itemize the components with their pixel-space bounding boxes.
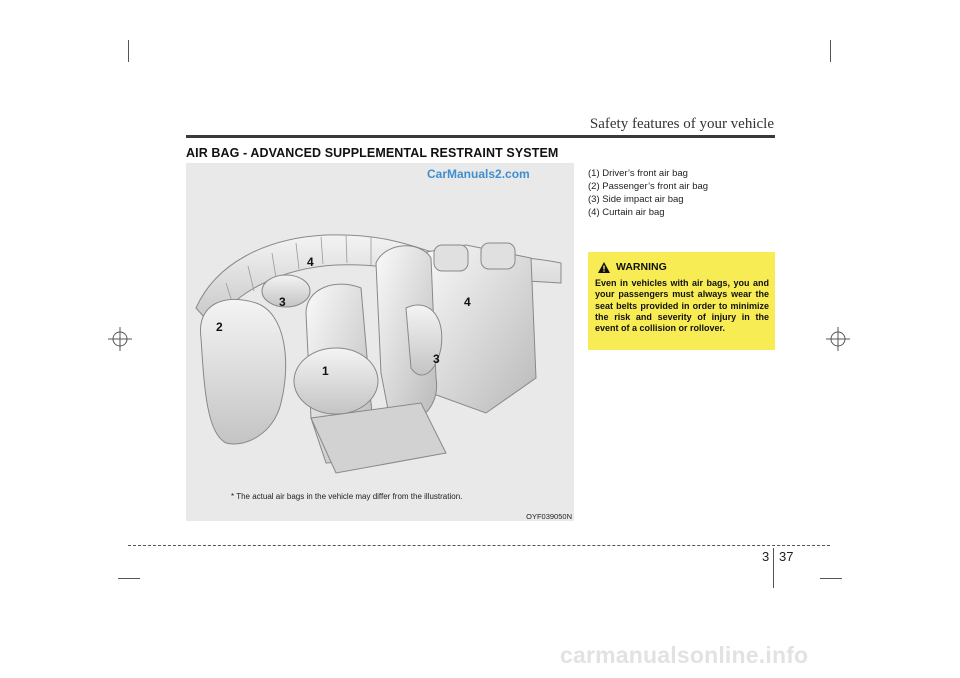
callout-4-left: 4: [307, 255, 314, 269]
registration-mark-right: [826, 327, 850, 351]
callout-3-right: 3: [433, 352, 440, 366]
crop-mark-top-right: [830, 40, 831, 62]
callout-1: 1: [322, 364, 329, 378]
airbag-figure: [186, 163, 574, 521]
warning-text: Even in vehicles with air bags, you and your passengers must always wear the seat belts provided in order to minimize the risk and severity of injury in the event of a collision or rollover.: [595, 278, 769, 334]
callout-3-left: 3: [279, 295, 286, 309]
header-rule: [186, 135, 775, 138]
page-chapter: 3: [762, 549, 770, 564]
airbag-illustration: [186, 163, 574, 521]
crop-mark-bottom-center: [773, 578, 774, 588]
chapter-title: Safety features of your vehicle: [589, 116, 774, 132]
warning-title: WARNING: [616, 261, 667, 273]
footer-site-watermark: carmanualsonline.info: [560, 642, 809, 668]
passenger-front-airbag: [200, 299, 285, 444]
legend-item: (3) Side impact air bag: [588, 194, 684, 206]
warning-triangle-icon: [598, 262, 610, 273]
callout-2: 2: [216, 320, 223, 334]
legend-item: (4) Curtain air bag: [588, 207, 665, 219]
warning-header: [598, 261, 667, 273]
legend-item: (2) Passenger’s front air bag: [588, 181, 709, 193]
crop-mark-bottom-right: [820, 578, 842, 579]
warning-box: [588, 252, 775, 350]
legend-item: (1) Driver’s front air bag: [588, 168, 688, 179]
airbag-legend: [588, 167, 708, 219]
crop-mark-bottom-left: [118, 578, 140, 579]
figure-footnote: * The actual air bags in the vehicle may differ from the illustration.: [231, 492, 463, 501]
crop-mark-top-left: [128, 40, 129, 62]
watermark-site: CarManuals2.com: [427, 167, 530, 181]
section-heading: AIR BAG - ADVANCED SUPPLEMENTAL RESTRAINT SYSTEM: [186, 146, 559, 160]
footer-dashed-line: [128, 545, 830, 546]
callout-4-right: 4: [464, 295, 471, 309]
page-number: 37: [779, 549, 794, 564]
side-airbag-front: [262, 275, 310, 307]
driver-front-airbag: [294, 348, 378, 414]
figure-code: OYF039050N: [526, 512, 572, 521]
registration-mark-left: [108, 327, 132, 351]
page-separator: [773, 548, 774, 578]
